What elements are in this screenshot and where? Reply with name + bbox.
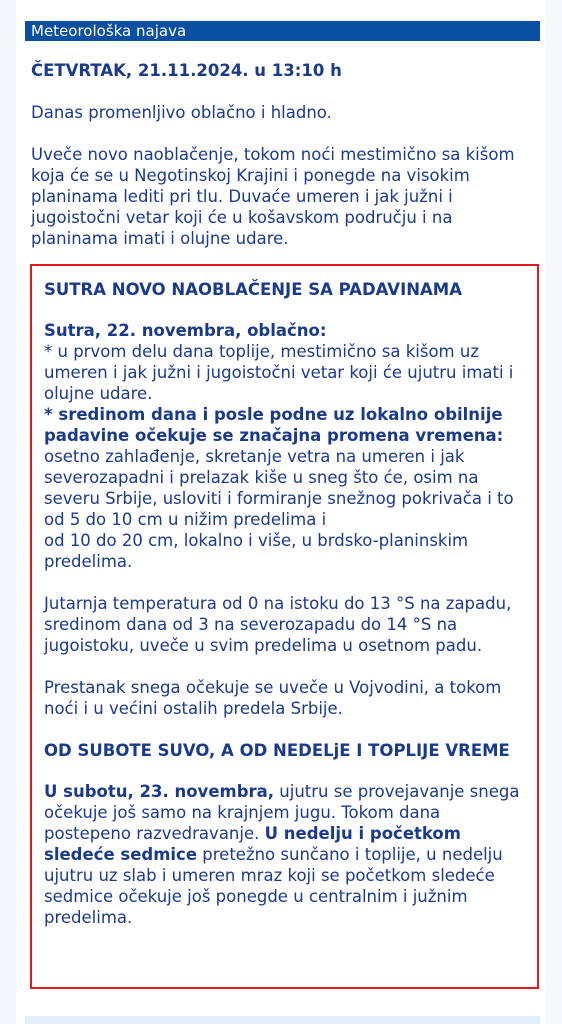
snow-highland-line: od 10 do 20 cm, lokalno i više, u brdsko-planinskim predelima. — [44, 531, 469, 571]
sunday-label: U nedelju i početkom sledeće sedmice — [44, 824, 461, 864]
forecast-date-heading: ČETVRTAK, 21.11.2024. u 13:10 h — [31, 61, 342, 80]
box-heading-dry-weekend: OD SUBOTE SUVO, A OD NEDELjE I TOPLIJE VREME — [44, 741, 510, 760]
box-heading-new-clouding: SUTRA NOVO NAOBLAČENJE SA PADAVINAMA — [44, 280, 462, 299]
sunday-text: pretežno sunčano i toplije, u nedelju ujutru uz slab i umeren mraz koji se početkom sledeće sedmice očekuje još ponegde u centralnim i južnim predelima. — [44, 845, 503, 927]
evening-forecast-text: Uveče novo naoblačenje, tokom noći mestimično sa kišom koja će se u Negotinskoj Krajini i ponegde na visokim planinama lediti pri tlu. Duvaće umeren i jak južni i jugoistočni vetar koji će u košavskom području i na planinama imati i olujne udare. — [31, 145, 515, 248]
saturday-text: ujutru se provejavanje snega očekuje još samo na krajnjem jugu. Tokom dana postepeno razvedravanje. — [44, 782, 520, 843]
temperature-forecast: Jutarnja temperatura od 0 na istoku do 13 °S na zapadu, sredinom dana od 3 na severozapadu do 14 °S na jugoistoku, uveče u svim predelima u osetnom padu. — [44, 594, 512, 655]
section-title-bar — [25, 21, 540, 41]
tomorrow-date-label: Sutra, 22. novembra, oblačno: — [44, 321, 327, 340]
tomorrow-midday-item-label: * sredinom dana i posle podne uz lokalno obilnije padavine očekuje se značajna promena vremena: — [44, 405, 504, 445]
saturday-label: U subotu, 23. novembra, — [44, 782, 275, 801]
snow-stop-forecast: Prestanak snega očekuje se uveče u Vojvodini, a tokom noći i u većini ostalih predela Srbije. — [44, 678, 502, 718]
snow-lowland-line: od 5 do 10 cm u nižim predelima i — [44, 510, 327, 529]
forecast-content — [31, 60, 543, 270]
right-page-margin — [546, 0, 562, 1024]
tomorrow-forecast — [44, 320, 527, 572]
section-title: Meteorološka najava — [31, 22, 187, 40]
left-page-margin — [0, 0, 16, 1024]
tomorrow-morning-item: * u prvom delu dana toplije, mestimično sa kišom uz umeren i jak južni i jugoistočni vetar koji će ujutru imati i olujne udare. — [44, 342, 514, 403]
next-section-strip — [25, 1016, 540, 1024]
today-forecast-text: Danas promenljivo oblačno i hladno. — [31, 103, 332, 122]
tomorrow-midday-item-text: osetno zahlađenje, skretanje vetra na umeren i jak severozapadni i prelazak kiše u sneg što će, osim na severu Srbije, usloviti i formiranje snežnog pokrivača i to — [44, 447, 514, 508]
weekend-forecast — [44, 781, 527, 928]
highlighted-forecast-box — [30, 264, 539, 989]
